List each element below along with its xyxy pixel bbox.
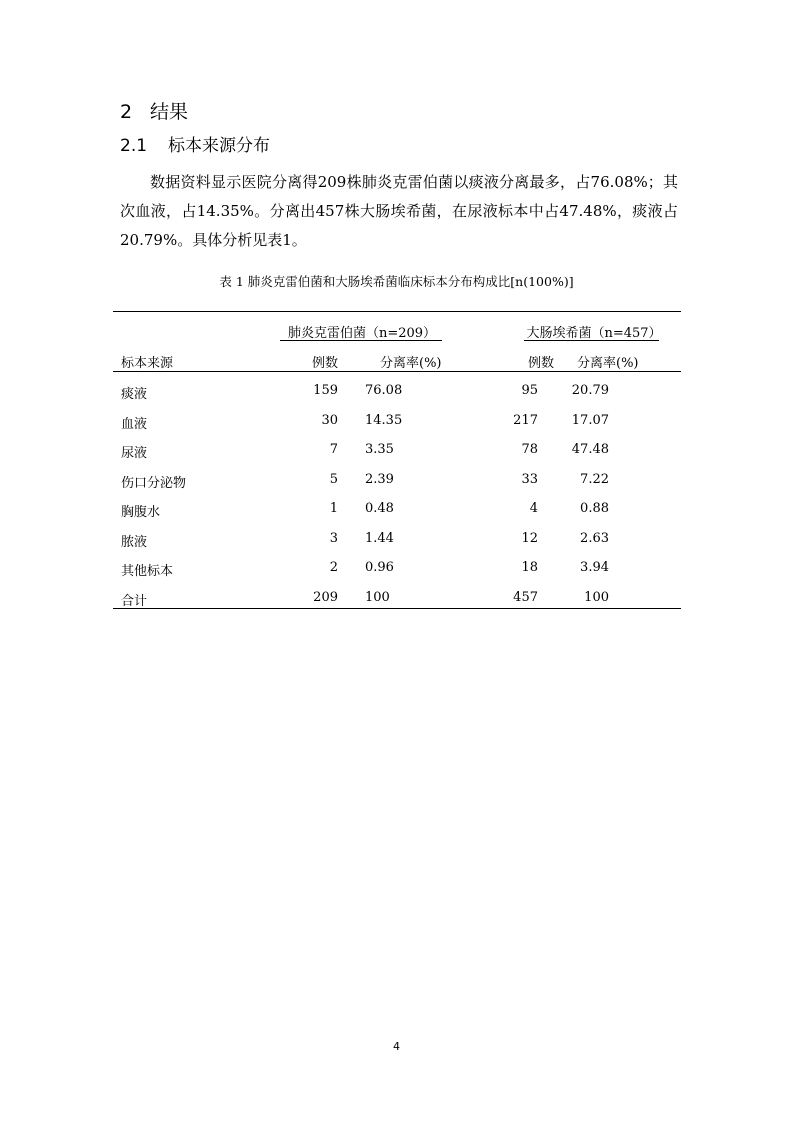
row-e-rate: 20.79 — [571, 383, 609, 398]
subsection-title: 标本来源分布 — [168, 136, 270, 156]
col-header-e-rate: 分离率(%) — [577, 356, 639, 371]
row-e-rate: 2.63 — [580, 531, 609, 546]
row-k-rate: 0.96 — [365, 560, 394, 575]
row-k-count: 3 — [329, 531, 338, 546]
row-k-rate: 0.48 — [365, 501, 394, 516]
col-header-e-count: 例数 — [527, 356, 554, 371]
table-header-rule — [113, 371, 681, 372]
section-heading — [120, 97, 188, 124]
row-e-count: 78 — [521, 442, 538, 457]
row-source: 痰液 — [121, 387, 148, 402]
row-e-count: 18 — [521, 560, 538, 575]
row-k-rate: 3.35 — [365, 442, 394, 457]
row-k-rate: 76.08 — [365, 383, 403, 398]
row-e-rate: 7.22 — [580, 472, 609, 487]
row-e-count: 4 — [529, 501, 538, 516]
row-e-count: 95 — [521, 383, 538, 398]
row-k-count: 209 — [313, 590, 338, 605]
group-label-klebsiella: 肺炎克雷伯菌（n=209） — [287, 326, 437, 341]
table-bottom-rule — [113, 608, 681, 609]
row-e-count: 33 — [521, 472, 538, 487]
row-k-rate: 2.39 — [365, 472, 394, 487]
row-header-label: 标本来源 — [121, 356, 174, 371]
row-k-count: 5 — [329, 472, 338, 487]
row-e-count: 457 — [513, 590, 538, 605]
row-k-count: 30 — [321, 413, 338, 428]
paragraph-text: 数据资料显示医院分离得209株肺炎克雷伯菌以痰液分离最多，占76.08%；其次血液，占14.35%。分离出457株大肠埃希菌，在尿液标本中占47.48%，痰液占20.79%。具体分析见表1。 — [120, 173, 678, 249]
row-source: 尿液 — [121, 446, 148, 461]
row-e-rate: 17.07 — [571, 413, 609, 428]
row-k-count: 1 — [329, 501, 338, 516]
row-k-count: 2 — [329, 560, 338, 575]
row-source: 伤口分泌物 — [121, 476, 187, 491]
col-header-k-rate: 分离率(%) — [380, 356, 442, 371]
row-source: 胸腹水 — [121, 505, 161, 520]
group-label-ecoli: 大肠埃希菌（n=457） — [526, 326, 662, 341]
row-e-rate: 0.88 — [580, 501, 609, 516]
row-k-count: 7 — [329, 442, 338, 457]
subsection-number: 2.1 — [120, 136, 148, 156]
row-k-rate: 14.35 — [365, 413, 403, 428]
row-k-count: 159 — [313, 383, 338, 398]
row-source: 其他标本 — [121, 564, 174, 579]
section-number: 2 — [120, 101, 133, 123]
row-e-count: 217 — [513, 413, 538, 428]
table-top-rule — [113, 311, 681, 312]
row-source: 合计 — [121, 594, 148, 609]
table-caption: 表 1 肺炎克雷伯菌和大肠埃希菌临床标本分布构成比[n(100%)] — [219, 274, 574, 289]
col-header-k-count: 例数 — [311, 356, 338, 371]
page-number: 4 — [393, 1040, 400, 1053]
body-paragraph — [120, 168, 678, 255]
row-e-rate: 3.94 — [580, 560, 609, 575]
group-underline-ecoli — [524, 340, 659, 341]
row-source: 血液 — [121, 417, 148, 432]
row-e-rate: 100 — [584, 590, 609, 605]
row-e-count: 12 — [521, 531, 538, 546]
subsection-heading — [120, 131, 270, 156]
row-source: 脓液 — [121, 535, 148, 550]
row-e-rate: 47.48 — [571, 442, 609, 457]
group-underline-klebsiella — [280, 340, 442, 341]
row-k-rate: 100 — [365, 590, 390, 605]
section-title: 结果 — [150, 101, 189, 123]
row-k-rate: 1.44 — [365, 531, 394, 546]
